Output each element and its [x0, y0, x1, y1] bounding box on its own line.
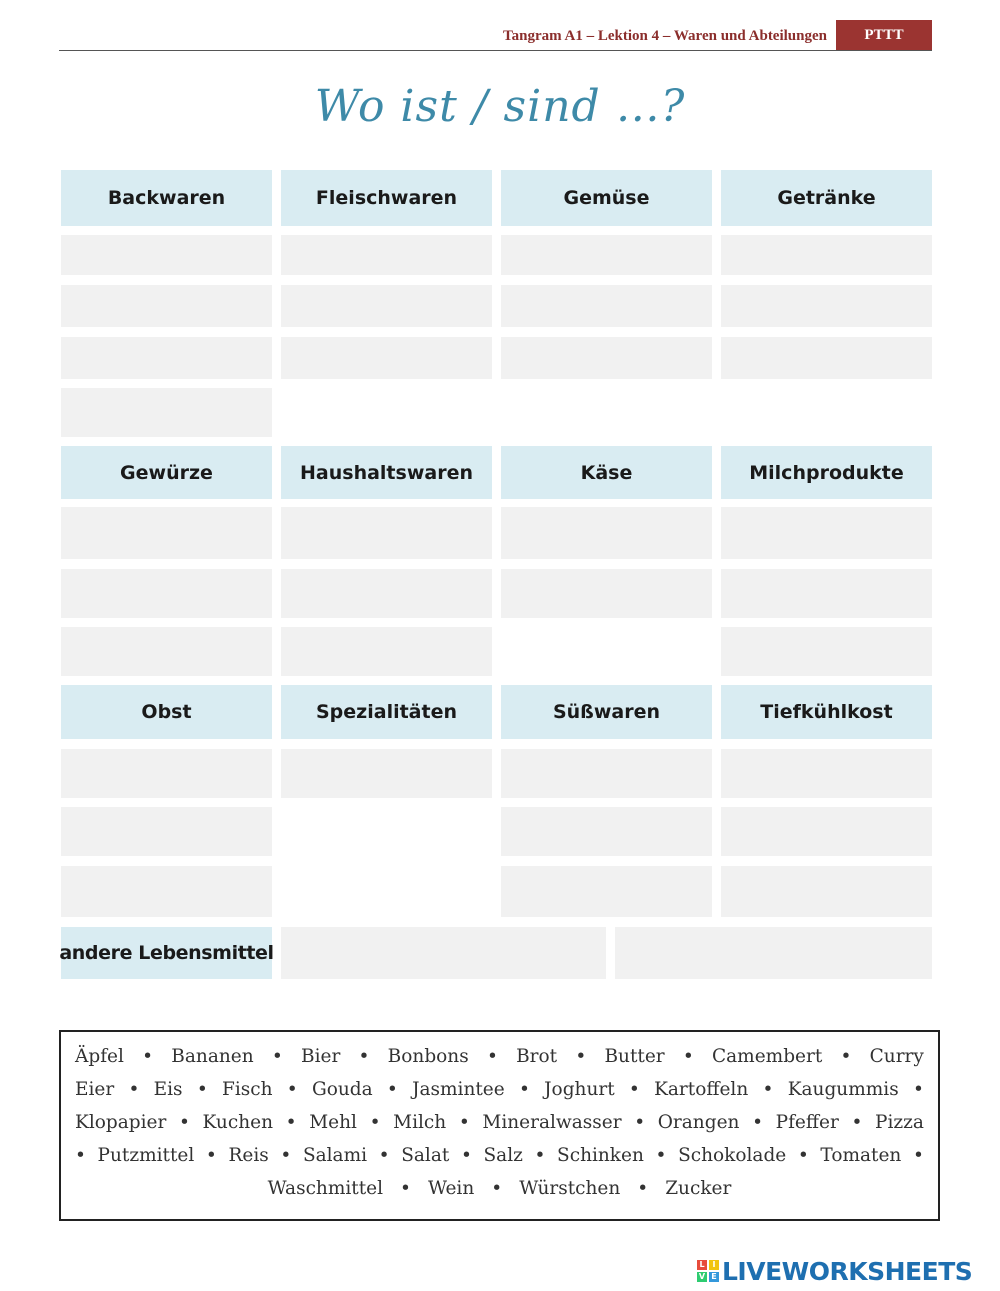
drop-zone-gewuerze-1[interactable]	[61, 507, 272, 559]
word-separator: •	[797, 1145, 809, 1166]
word-separator: •	[142, 1046, 154, 1067]
word-separator: •	[358, 1046, 370, 1067]
word-chip[interactable]: Bananen	[171, 1046, 254, 1067]
logo-letter-v: V	[698, 1272, 706, 1281]
drop-zone-fleischwaren-1[interactable]	[281, 235, 492, 275]
word-separator: •	[178, 1112, 190, 1133]
word-separator: •	[75, 1145, 86, 1166]
logo-text: LIVEWORKSHEETS	[722, 1256, 973, 1286]
logo-grid-icon	[697, 1260, 719, 1282]
category-header-backwaren: Backwaren	[61, 170, 272, 226]
word-chip[interactable]: Putzmittel	[97, 1145, 195, 1166]
header-rule	[59, 50, 932, 51]
drop-zone-gemuese-2[interactable]	[501, 285, 712, 327]
drop-zone-backwaren-3[interactable]	[61, 337, 272, 379]
logo-letter-i: I	[709, 1260, 719, 1270]
word-separator: •	[271, 1046, 283, 1067]
word-separator: •	[655, 1145, 667, 1166]
category-header-suesswaren: Süßwaren	[501, 685, 712, 739]
word-separator: •	[400, 1178, 411, 1199]
page-title: Wo ist / sind …?	[314, 81, 686, 132]
word-chip[interactable]: Schinken	[557, 1145, 644, 1166]
drop-zone-suesswaren-2[interactable]	[501, 807, 712, 856]
word-separator: •	[682, 1046, 694, 1067]
drop-zone-milchprodukte-1[interactable]	[721, 507, 932, 559]
category-header-haushaltswaren: Haushaltswaren	[281, 446, 492, 499]
word-chip[interactable]: Camembert	[711, 1046, 823, 1067]
category-header-spezialitaeten: Spezialitäten	[281, 685, 492, 739]
word-separator: •	[280, 1145, 292, 1166]
word-chip[interactable]: Gouda	[311, 1079, 373, 1100]
drop-zone-haushaltswaren-1[interactable]	[281, 507, 492, 559]
category-header-getraenke: Getränke	[721, 170, 932, 226]
drop-zone-getraenke-1[interactable]	[721, 235, 932, 275]
drop-zone-gewuerze-2[interactable]	[61, 569, 272, 618]
word-chip[interactable]: Pfeffer	[775, 1112, 839, 1133]
drop-zone-backwaren-2[interactable]	[61, 285, 272, 327]
word-separator: •	[285, 1112, 297, 1133]
drop-zone-andere-1[interactable]	[281, 927, 606, 979]
word-chip[interactable]: Salami	[302, 1145, 368, 1166]
word-separator: •	[460, 1145, 472, 1166]
word-chip[interactable]: Milch	[393, 1112, 447, 1133]
word-separator: •	[840, 1046, 852, 1067]
word-bank-line-1	[75, 1040, 924, 1073]
drop-zone-getraenke-2[interactable]	[721, 285, 932, 327]
word-chip[interactable]: Salat	[401, 1145, 450, 1166]
word-separator: •	[378, 1145, 390, 1166]
category-header-gemuese: Gemüse	[501, 170, 712, 226]
drop-zone-getraenke-3[interactable]	[721, 337, 932, 379]
category-header-gewuerze: Gewürze	[61, 446, 272, 499]
drop-zone-andere-2[interactable]	[615, 927, 932, 979]
category-header-andere-lebensmittel: andere Lebensmittel	[61, 927, 272, 979]
drop-zone-tiefkuehlkost-1[interactable]	[721, 749, 932, 798]
drop-zone-backwaren-1[interactable]	[61, 235, 272, 275]
word-chip[interactable]: Wein	[427, 1178, 475, 1199]
word-separator: •	[762, 1079, 774, 1100]
word-bank-line-5	[75, 1172, 924, 1205]
word-chip[interactable]: Würstchen	[519, 1178, 621, 1199]
word-bank	[59, 1030, 940, 1221]
word-chip[interactable]: Jasmintee	[412, 1079, 505, 1100]
word-chip[interactable]: Tomaten	[820, 1145, 902, 1166]
drop-zone-suesswaren-1[interactable]	[501, 749, 712, 798]
word-separator: •	[128, 1079, 140, 1100]
word-chip[interactable]: Bonbons	[387, 1046, 469, 1067]
drop-zone-kaese-2[interactable]	[501, 569, 712, 618]
word-separator: •	[912, 1145, 924, 1166]
word-separator: •	[912, 1079, 924, 1100]
word-chip[interactable]: Schokolade	[678, 1145, 787, 1166]
drop-zone-obst-1[interactable]	[61, 749, 272, 798]
word-chip[interactable]: Eis	[153, 1079, 183, 1100]
word-separator: •	[575, 1046, 587, 1067]
category-header-fleischwaren: Fleischwaren	[281, 170, 492, 226]
word-separator: •	[286, 1079, 298, 1100]
word-chip[interactable]: Zucker	[665, 1178, 732, 1199]
logo-letter-l: L	[697, 1260, 707, 1270]
word-separator: •	[458, 1112, 470, 1133]
drop-zone-gewuerze-3[interactable]	[61, 627, 272, 676]
drop-zone-gemuese-3[interactable]	[501, 337, 712, 379]
word-separator: •	[851, 1112, 863, 1133]
drop-zone-spezialitaeten-1[interactable]	[281, 749, 492, 798]
word-separator: •	[205, 1145, 217, 1166]
drop-zone-fleischwaren-2[interactable]	[281, 285, 492, 327]
word-separator: •	[518, 1079, 530, 1100]
drop-zone-tiefkuehlkost-3[interactable]	[721, 866, 932, 917]
logo-letter-e: E	[709, 1272, 719, 1282]
word-bank-line-3	[75, 1106, 924, 1139]
word-chip[interactable]: Waschmittel	[267, 1178, 384, 1199]
category-header-obst: Obst	[61, 685, 272, 739]
word-chip[interactable]: Mehl	[309, 1112, 357, 1133]
drop-zone-kaese-1[interactable]	[501, 507, 712, 559]
drop-zone-obst-3[interactable]	[61, 866, 272, 917]
word-chip[interactable]: Äpfel	[75, 1046, 124, 1067]
category-header-milchprodukte: Milchprodukte	[721, 446, 932, 499]
word-separator: •	[628, 1079, 640, 1100]
drop-zone-tiefkuehlkost-2[interactable]	[721, 807, 932, 856]
word-chip[interactable]: Kartoffeln	[654, 1079, 749, 1100]
word-chip[interactable]: Pizza	[875, 1112, 924, 1133]
drop-zone-haushaltswaren-3[interactable]	[281, 627, 492, 676]
word-separator: •	[534, 1145, 546, 1166]
word-chip[interactable]: Fisch	[221, 1079, 273, 1100]
word-chip[interactable]: Eier	[75, 1079, 115, 1100]
word-separator: •	[637, 1178, 649, 1199]
header-title: Tangram A1 – Lektion 4 – Waren und Abteilungen	[503, 28, 827, 44]
drop-zone-haushaltswaren-2[interactable]	[281, 569, 492, 618]
word-chip[interactable]: Orangen	[657, 1112, 740, 1133]
header-badge: PTTT	[836, 20, 932, 51]
word-chip[interactable]: Kuchen	[202, 1112, 273, 1133]
word-bank-line-2	[75, 1073, 924, 1106]
word-chip[interactable]: Joghurt	[544, 1079, 615, 1100]
liveworksheets-logo	[697, 1257, 972, 1285]
word-separator: •	[369, 1112, 381, 1133]
word-chip[interactable]: Salz	[483, 1145, 523, 1166]
word-separator: •	[486, 1046, 498, 1067]
drop-zone-suesswaren-3[interactable]	[501, 866, 712, 917]
drop-zone-obst-2[interactable]	[61, 807, 272, 856]
drop-zone-milchprodukte-3[interactable]	[721, 627, 932, 676]
word-chip[interactable]: Reis	[228, 1145, 269, 1166]
word-chip[interactable]: Kaugummis	[787, 1079, 899, 1100]
word-chip[interactable]: Mineralwasser	[482, 1112, 622, 1133]
word-separator: •	[491, 1178, 503, 1199]
word-chip[interactable]: Curry	[869, 1046, 924, 1067]
word-bank-line-4	[75, 1139, 924, 1172]
drop-zone-gemuese-1[interactable]	[501, 235, 712, 275]
word-separator: •	[386, 1079, 398, 1100]
word-separator: •	[634, 1112, 646, 1133]
category-header-tiefkuehlkost: Tiefkühlkost	[721, 685, 932, 739]
drop-zone-backwaren-4[interactable]	[61, 388, 272, 437]
drop-zone-fleischwaren-3[interactable]	[281, 337, 492, 379]
word-separator: •	[196, 1079, 208, 1100]
word-chip[interactable]: Bier	[301, 1046, 341, 1067]
word-chip[interactable]: Brot	[516, 1046, 558, 1067]
word-chip[interactable]: Klopapier	[75, 1112, 167, 1133]
word-separator: •	[752, 1112, 763, 1133]
word-chip[interactable]: Butter	[604, 1046, 665, 1067]
drop-zone-milchprodukte-2[interactable]	[721, 569, 932, 618]
category-header-kaese: Käse	[501, 446, 712, 499]
